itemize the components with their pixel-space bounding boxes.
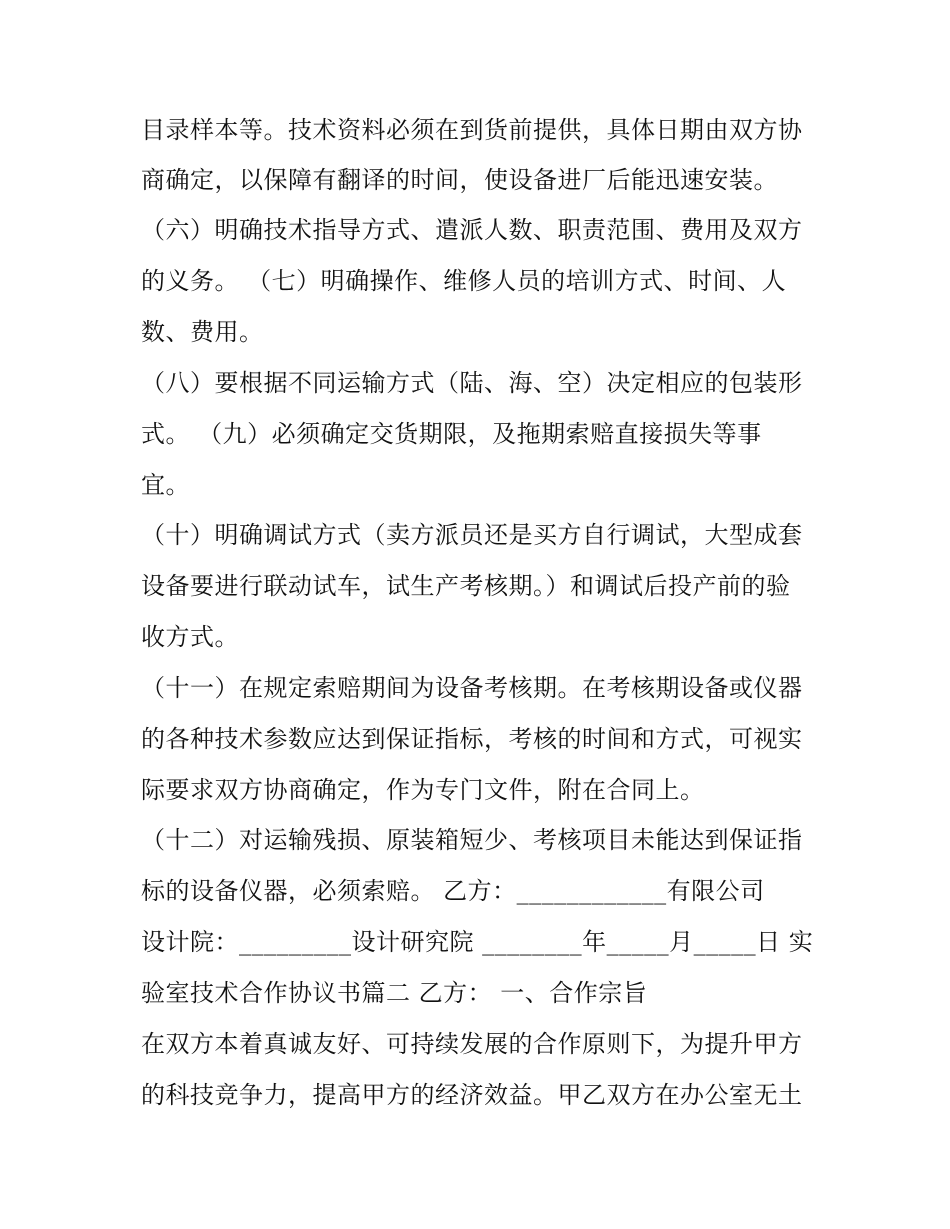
text-line: 标的设备仪器，必须索赔。 乙方：____________有限公司 [141, 877, 765, 905]
text-line: 商确定，以保障有翻译的时间，使设备进厂后能迅速安装。 [141, 166, 778, 194]
text-line: 设备要进行联动试车，试生产考核期。）和调试后投产前的验 [141, 572, 791, 600]
text-line: 目录样本等。技术资料必须在到货前提供，具体日期由双方协 [141, 116, 803, 144]
text-line: 宜。 [141, 471, 190, 499]
text-line: 收方式。 [141, 623, 239, 651]
text-line: 式。 （九）必须确定交货期限，及拖期索赔直接损失等事 [141, 420, 762, 448]
text-line: 验室技术合作协议书篇二 乙方： 一、合作宗旨 [141, 979, 648, 1007]
text-line: 的义务。 （七）明确操作、维修人员的培训方式、时间、人 [141, 267, 787, 295]
text-line: （十）明确调试方式（卖方派员还是买方自行调试，大型成套 [141, 521, 803, 549]
text-line: （六）明确技术指导方式、遣派人数、职责范围、费用及双方 [141, 216, 803, 244]
text-line: 数、费用。 [141, 318, 264, 346]
text-line: （十二）对运输残损、原装箱短少、考核项目未能达到保证指 [141, 826, 803, 854]
text-line: 的各种技术参数应达到保证指标，考核的时间和方式，可视实 [141, 725, 803, 753]
text-line: （八）要根据不同运输方式（陆、海、空）决定相应的包装形 [141, 369, 803, 397]
text-line: 设计院：_________设计研究院 ________年_____月_____日 实 [141, 928, 814, 956]
text-line: （十一）在规定索赔期间为设备考核期。在考核期设备或仪器 [141, 674, 803, 702]
text-line: 际要求双方协商确定，作为专门文件，附在合同上。 [141, 776, 705, 804]
text-line: 在双方本着真诚友好、可持续发展的合作原则下，为提升甲方 [141, 1030, 803, 1058]
text-line: 的科技竞争力，提高甲方的经济效益。甲乙双方在办公室无土 [141, 1081, 803, 1109]
